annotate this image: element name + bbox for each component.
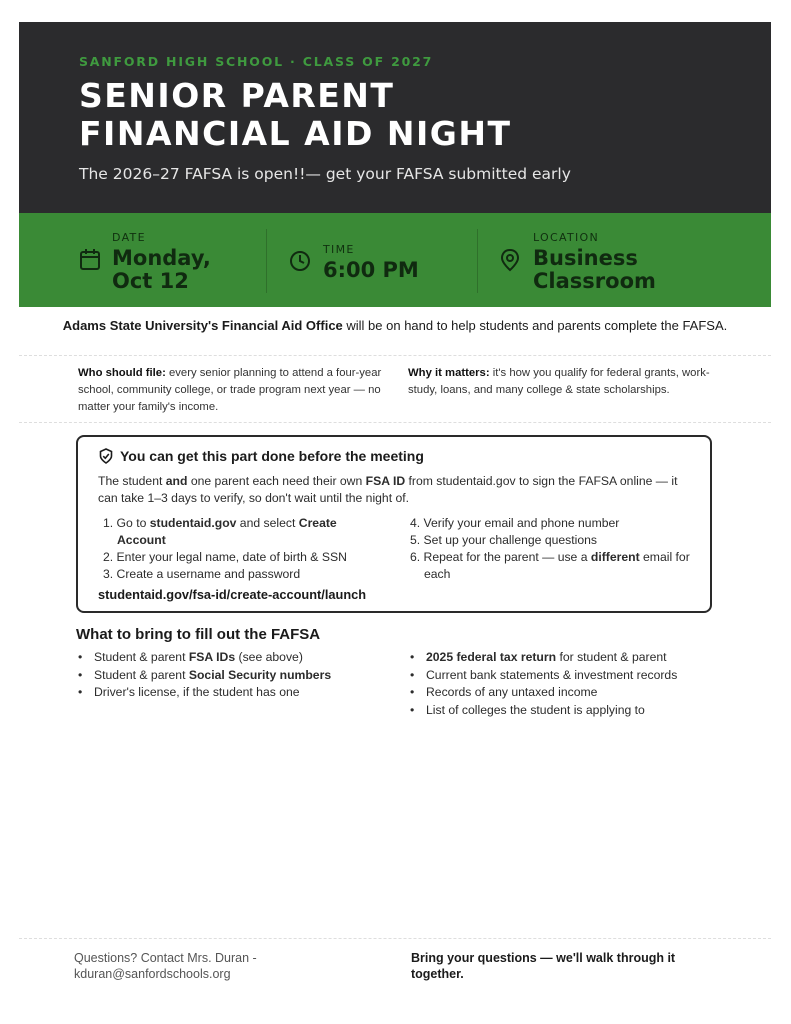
step-item [410,549,690,583]
step-item [103,515,378,549]
prep-body [98,473,678,507]
school-eyebrow: SANFORD HIGH SCHOOL · CLASS OF 2027 [79,54,434,69]
item-bold: Social Security numbers [188,667,332,682]
step-bold: studentaid.gov [149,516,237,530]
why-text: it's how you qualify for federal grants, work-study, loans, and many college & state scholarships. [408,367,710,396]
list-item [76,667,396,685]
steps-right [410,515,690,583]
item-bold: 2025 federal tax return [426,650,557,664]
item-text: Student & parent [94,667,189,682]
event-details-band [19,213,771,307]
item-text: Driver's license, if the student has one [94,685,300,699]
clock-icon [289,250,311,272]
header-banner [19,22,771,213]
footer-closing: Bring your questions — we'll walk through it together. [411,951,676,981]
bring-heading: What to bring to fill out the FAFSA [76,626,321,643]
item-text: List of colleges the student is applying to [426,702,645,717]
time-label: TIME [323,243,355,256]
step-item: 3. Create a username and password [103,567,301,581]
prep-body-text: from studentaid.gov to sign the FAFSA online — it can take 1–3 days to verify, so don't wait until the night of. [98,474,678,505]
step-text: 6. Repeat for the parent — use a [410,550,591,564]
time-cell [289,213,479,307]
step-text: 1. Go to [103,516,150,530]
prep-heading [98,448,424,464]
fsa-id-prep-box [76,435,712,613]
date-label: DATE [112,231,146,244]
step-text: email for each [424,550,690,581]
who-label: Who should file: [78,367,166,379]
location-cell [499,213,749,307]
list-item [76,649,396,667]
who-text: every senior planning to attend a four-year school, community college, or trade program next year — no matter your family's income. [78,367,382,413]
intro-rest: will be on hand to help students and parents complete the FAFSA. [342,318,728,333]
item-text: for student & parent [556,650,667,664]
item-bold: FSA IDs [188,650,236,664]
bring-list-left [76,649,396,702]
step-bold: different [590,550,640,564]
list-item [408,684,728,702]
list-item [408,667,728,685]
prep-body-bold: FSA ID [365,474,406,488]
step-bold: Create Account [117,516,337,547]
details-divider [477,229,478,293]
item-text: Student & parent [94,650,189,664]
prep-body-bold: and [165,474,188,488]
step-item: 4. Verify your email and phone number [410,516,620,530]
step-text: and select [236,516,299,530]
footer-divider [19,938,771,939]
calendar-icon [79,248,101,271]
date-value: Monday, Oct 12 [112,246,211,293]
location-pin-icon [499,248,521,272]
prep-body-text: The student [98,474,166,488]
list-item [408,649,728,667]
step-item: 2. Enter your legal name, date of birth & SSN [103,550,347,564]
list-item [76,684,396,702]
prep-heading-text: You can get this part done before the meeting [120,448,424,464]
page-title [79,77,771,153]
footer-contact [74,950,257,982]
prep-body-text: one parent each need their own [187,474,366,488]
item-text: (see above) [235,650,303,664]
who-should-file [78,365,388,416]
bring-list-right [408,649,728,719]
step-item: 5. Set up your challenge questions [410,533,598,547]
section-divider [19,422,771,423]
why-label: Why it matters: [408,367,490,379]
item-text: Records of any untaxed income [426,685,598,699]
contact-email[interactable]: kduran@sanfordschools.org [74,967,231,981]
intro-org: Adams State University's Financial Aid Office [62,318,343,333]
section-divider [19,355,771,356]
title-line-2: FINANCIAL AID NIGHT [79,114,512,153]
date-cell [79,213,259,307]
location-label: LOCATION [533,231,599,244]
page-subtitle: The 2026–27 FAFSA is open!!— get your FAFSA submitted early [79,165,571,183]
why-it-matters [408,365,713,399]
time-value: 6:00 PM [323,258,419,282]
title-line-1: SENIOR PARENT [79,76,395,115]
intro-text [60,317,730,334]
details-divider [266,229,267,293]
list-item [408,702,728,720]
item-text: Current bank statements & investment records [426,667,678,682]
fsa-id-link[interactable]: studentaid.gov/fsa-id/create-account/launch [98,587,367,602]
contact-line: Questions? Contact Mrs. Duran - [74,951,257,965]
steps-left [103,515,378,583]
shield-check-icon [98,448,114,464]
location-value: Business Classroom [533,246,656,293]
